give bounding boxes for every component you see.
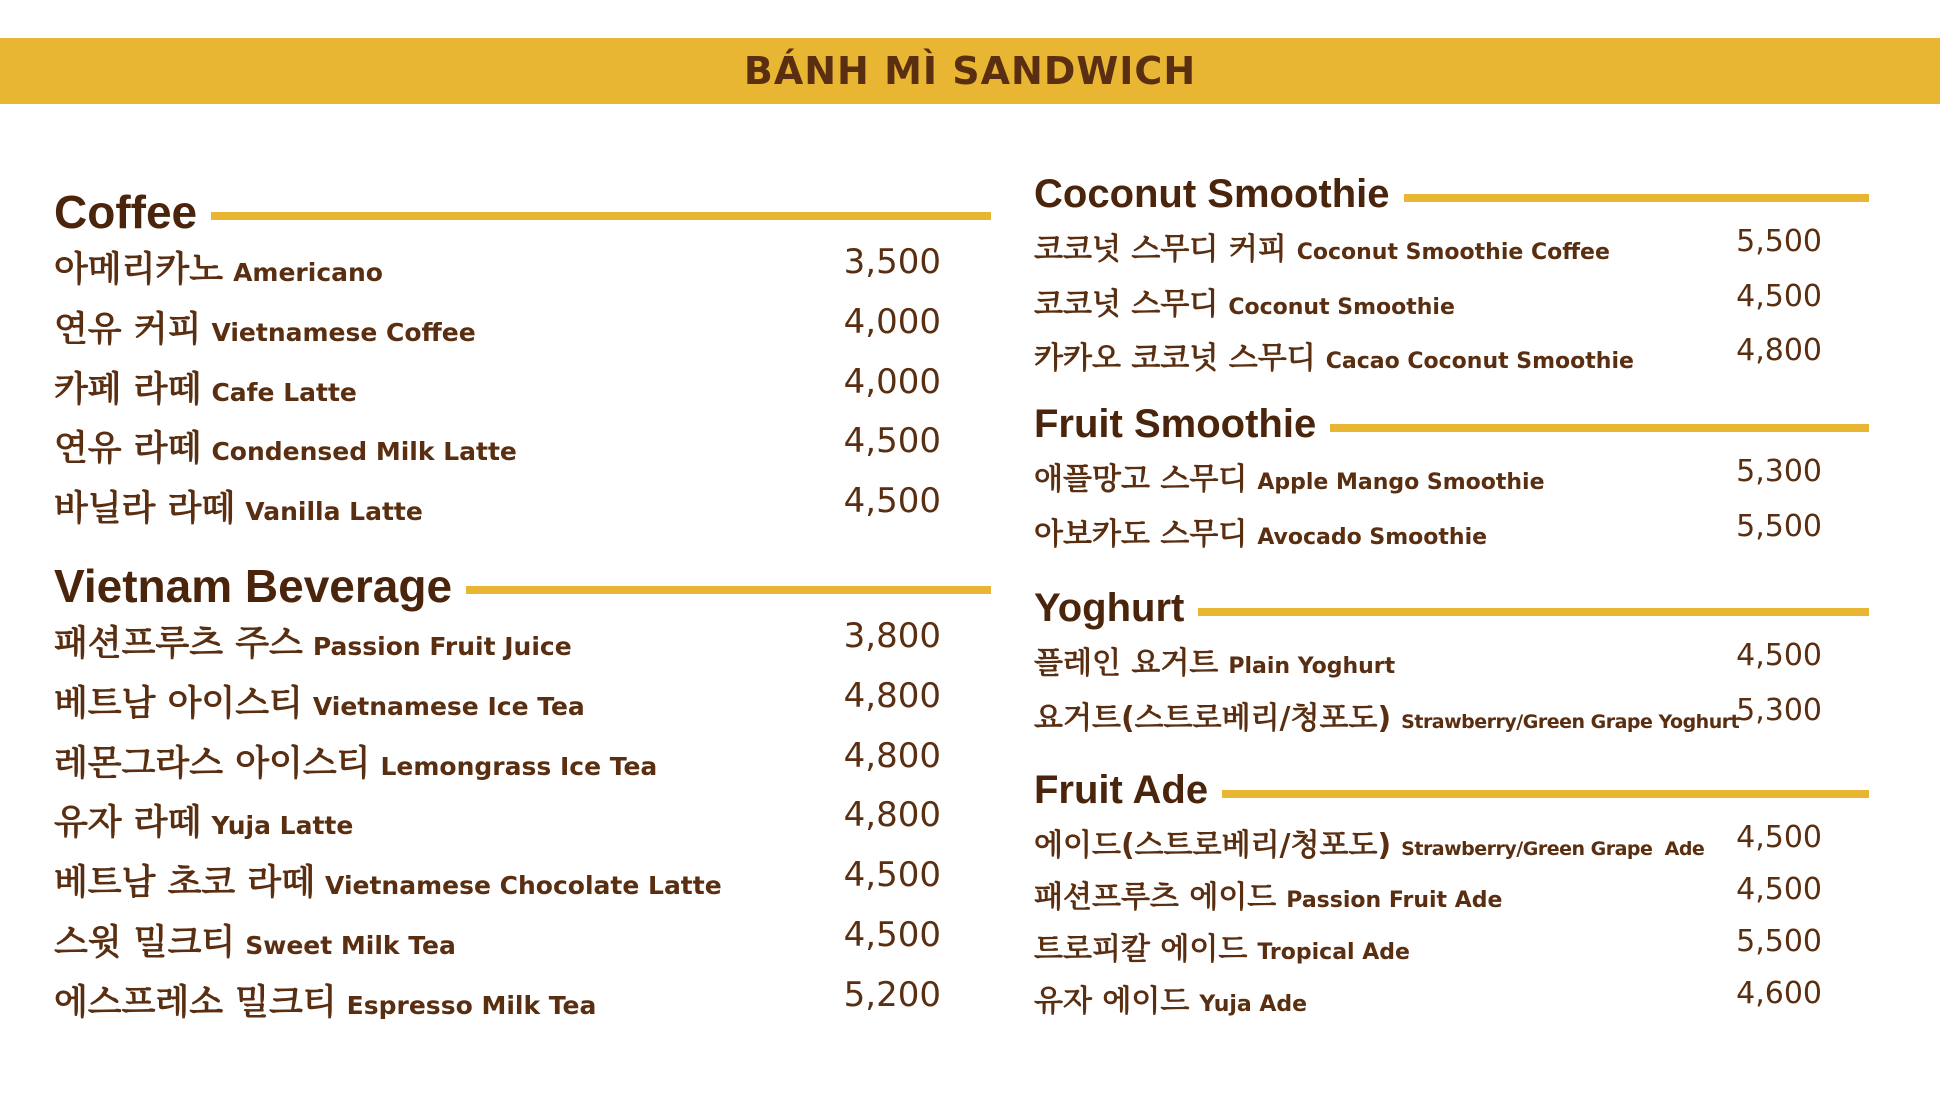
item-name-english: Cacao Coconut Smoothie [1325,349,1634,374]
menu-item [54,616,991,676]
menu-item [1034,224,1869,279]
menu-item [54,736,991,796]
section-title: Yoghurt [1034,585,1185,630]
item-name-korean: 연유 라떼 [54,429,202,470]
menu-item [1034,333,1869,388]
section-fruit-smoothie [1034,394,1869,563]
section-divider [1222,790,1869,798]
item-name-korean: 연유 커피 [54,309,202,350]
menu-item [1034,279,1869,334]
item-name-korean: 에이드(스트로베리/청포도) [1034,828,1392,863]
item-price: 4,500 [1736,278,1822,314]
section-title: Fruit Smoothie [1034,401,1317,446]
item-name-korean: 베트남 초코 라떼 [54,863,316,904]
item-price: 4,800 [843,795,941,836]
menu-item [1034,872,1869,924]
item-name-english: Americano [233,258,383,287]
menu-item [1034,976,1869,1028]
menu-item [54,915,991,975]
section-title: Vietnam Beverage [54,560,453,612]
item-name-english: Plain Yoghurt [1228,654,1396,679]
item-name-korean: 애플망고 스무디 [1034,462,1248,497]
item-price: 4,000 [843,301,941,342]
item-name-english: Coconut Smoothie [1228,294,1455,320]
item-price: 3,800 [843,616,941,656]
item-name-korean: 트로피칼 에이드 [1034,932,1248,967]
item-price: 4,800 [843,735,941,776]
item-price: 4,800 [843,675,941,716]
item-price: 5,500 [1736,224,1822,259]
menu-item [54,362,991,422]
banner-title: BÁNH MÌ SANDWICH [743,49,1197,93]
item-name-korean: 스윗 밀크티 [54,922,236,963]
section-yoghurt [1034,578,1869,747]
section-divider [1330,424,1869,432]
item-price: 4,500 [843,421,941,462]
item-name-korean: 에스프레소 밀크티 [54,982,337,1023]
item-name-korean: 플레인 요거트 [1034,646,1219,681]
item-price: 4,500 [843,855,941,896]
item-name-korean: 바닐라 라떼 [54,489,236,530]
item-name-korean: 코코넛 스무디 커피 [1034,232,1287,267]
item-name-korean: 코코넛 스무디 [1034,286,1219,322]
section-coconut-smoothie [1034,164,1869,388]
menu-item [54,421,991,481]
item-name-korean: 유자 라떼 [54,803,202,844]
menu-item [54,302,991,362]
item-price: 5,300 [1736,692,1822,728]
item-price: 5,200 [843,974,941,1015]
section-header [1034,760,1869,820]
section-coffee [54,182,991,541]
section-fruit-ade [1034,760,1869,1028]
item-price: 5,500 [1736,508,1822,544]
menu-item [54,242,991,302]
item-name-korean: 카페 라떼 [54,369,202,410]
section-header [1034,164,1869,224]
menu-item [1034,509,1869,564]
item-name-english: Avocado Smoothie [1257,524,1488,550]
item-name-english: Coconut Smoothie Coffee [1296,240,1610,265]
item-name-english: Vietnamese Chocolate Latte [325,871,722,901]
section-title: Coconut Smoothie [1034,171,1390,216]
header-banner [0,38,1940,104]
item-name-english: Passion Fruit Ade [1286,888,1503,913]
item-price: 5,500 [1736,924,1822,959]
item-name-english: Yuja Latte [211,811,354,841]
menu-item [1034,820,1869,872]
menu-item [1034,638,1869,693]
item-price: 4,500 [1736,872,1822,907]
item-name-korean: 베트남 아이스티 [54,683,303,724]
section-header [54,556,991,616]
item-name-english: Vanilla Latte [245,497,423,527]
section-divider [466,586,991,594]
item-price: 4,000 [843,361,941,402]
section-title: Fruit Ade [1034,767,1209,812]
item-name-english: Yuja Ade [1199,992,1308,1017]
menu-item [1034,693,1869,748]
menu-item [54,481,991,541]
item-name-korean: 카카오 코코넛 스무디 [1034,341,1316,376]
section-header [54,182,991,242]
item-name-korean: 아메리카노 [54,250,224,290]
item-price: 4,800 [1736,333,1822,368]
section-header [1034,394,1869,454]
menu-item [54,855,991,915]
section-vietnam-beverage [54,556,991,1035]
item-name-english: Strawberry/Green Grape Ade [1401,838,1705,860]
item-name-english: Strawberry/Green Grape Yoghurt [1401,710,1740,733]
item-name-english: Tropical Ade [1257,940,1410,965]
item-name-english: Espresso Milk Tea [346,990,597,1020]
section-divider [1198,608,1869,616]
item-price: 4,500 [843,481,941,522]
item-name-english: Cafe Latte [211,377,357,407]
item-name-korean: 유자 에이드 [1034,984,1190,1019]
menu-item [54,795,991,855]
item-name-korean: 요거트(스트로베리/청포도) [1034,700,1392,736]
menu-item [54,975,991,1035]
item-name-english: Condensed Milk Latte [211,437,517,467]
item-name-english: Vietnamese Ice Tea [312,691,585,721]
menu-item [1034,454,1869,509]
item-name-korean: 레몬그라스 아이스티 [54,743,371,784]
item-name-korean: 아보카도 스무디 [1034,516,1248,552]
menu-item [54,676,991,736]
item-name-english: Apple Mango Smoothie [1257,470,1545,495]
item-price: 5,300 [1736,454,1822,489]
section-title: Coffee [54,186,198,238]
item-price: 4,500 [1736,820,1822,855]
item-name-english: Lemongrass Ice Tea [380,751,658,781]
item-price: 4,600 [1736,976,1822,1011]
item-name-korean: 패션프루츠 주스 [54,624,303,664]
item-name-english: Passion Fruit Juice [312,632,572,661]
menu-item [1034,924,1869,976]
section-divider [1404,194,1869,202]
section-header [1034,578,1869,638]
item-price: 3,500 [843,242,941,282]
section-divider [211,212,991,220]
item-price: 4,500 [843,914,941,955]
item-name-english: Vietnamese Coffee [211,317,476,347]
item-name-korean: 패션프루츠 에이드 [1034,880,1277,915]
item-price: 4,500 [1736,638,1822,673]
item-name-english: Sweet Milk Tea [245,930,456,960]
